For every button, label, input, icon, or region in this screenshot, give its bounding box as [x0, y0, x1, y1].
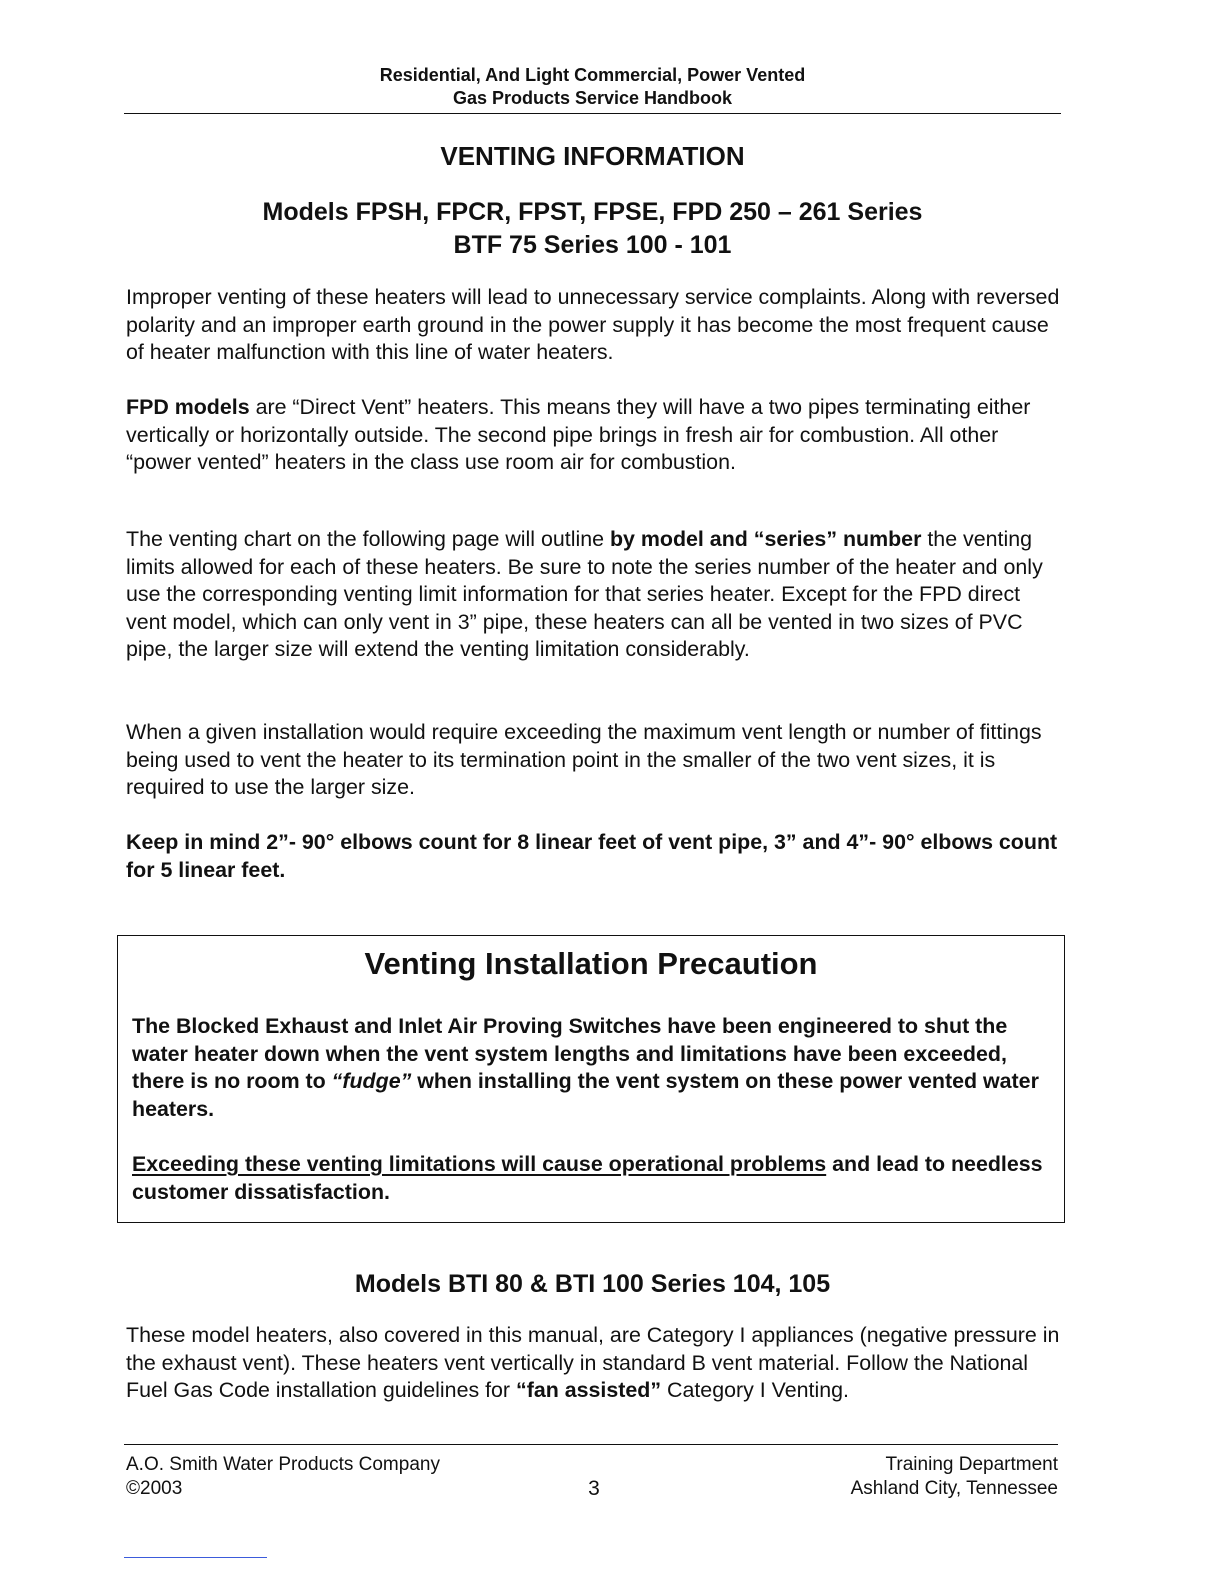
precaution-text-3: and lead to needless customer dissatisfaction.	[132, 1152, 1043, 1204]
footer-location: Ashland City, Tennessee	[850, 1478, 1058, 1499]
footer-right	[851, 1453, 1058, 1501]
footer-divider	[124, 1444, 1058, 1445]
precaution-box	[117, 935, 1065, 1223]
models-heading-line-1: Models FPSH, FPCR, FPST, FPSE, FPD 250 – 261 Series	[262, 198, 923, 226]
footer-left	[126, 1453, 440, 1501]
venting-chart-emphasis: by model and “series” number	[609, 527, 922, 551]
precaution-text-2: when installing the vent system on these power vented water heaters.	[132, 1069, 1039, 1121]
precaution-title: Venting Installation Precaution	[364, 946, 818, 981]
header-line-1: Residential, And Light Commercial, Power Vented	[379, 65, 806, 85]
footer-department: Training Department	[885, 1454, 1058, 1475]
paragraph-improper-venting: Improper venting of these heaters will lead to unnecessary service complaints. Along with reversed polarity and an improper earth ground in the power supply it has become the most frequent cause of heater malfunction with this line of water heaters.	[126, 285, 1060, 365]
models-heading-line-2: BTF 75 Series 100 - 101	[453, 231, 732, 259]
precaution-paragraph-2	[132, 1151, 1052, 1206]
fpd-models-lead: FPD models	[126, 395, 250, 419]
header-line-2: Gas Products Service Handbook	[452, 88, 733, 108]
paragraph-larger-size: When a given installation would require exceeding the maximum vent length or number of fittings being used to vent the heater to its termination point in the smaller of the two vent sizes, it is required to use the larger size.	[126, 720, 1042, 800]
paragraph-venting-chart	[126, 526, 1066, 664]
bti-fan-assisted: “fan assisted”	[516, 1378, 662, 1403]
venting-chart-text-2: the venting limits allowed for each of these heaters. Be sure to note the series number of the heater and only use the corresponding venting limit information for that series heater. Except for the FPD direct vent model, which can only vent in 3” pipe, these heaters can all be vented in two sizes of PVC pipe, the larger size will extend the venting limitation considerably.	[126, 527, 1043, 662]
bti-models-heading: Models BTI 80 & BTI 100 Series 104, 105	[354, 1270, 831, 1298]
paragraph-fpd-models	[126, 394, 1066, 477]
footer-copyright: ©2003	[126, 1478, 183, 1499]
link-underline-decoration	[124, 1557, 267, 1558]
footer-company: A.O. Smith Water Products Company	[126, 1454, 440, 1475]
page-title: VENTING INFORMATION	[440, 141, 745, 171]
precaution-fudge: “fudge”	[331, 1069, 412, 1094]
venting-chart-text-1: The venting chart on the following page will outline	[126, 527, 610, 551]
paragraph-bti-models	[126, 1322, 1066, 1405]
models-heading	[124, 196, 1061, 262]
precaution-paragraph-1	[132, 1013, 1052, 1123]
paragraph-elbow-rule: Keep in mind 2”- 90° elbows count for 8 linear feet of vent pipe, 3” and 4”- 90° elbows count for 5 linear feet.	[126, 830, 1058, 882]
precaution-underlined: Exceeding these venting limitations will cause operational problems	[132, 1152, 827, 1176]
header-divider	[124, 113, 1061, 114]
bti-text-1: These model heaters, also covered in this manual, are Category I appliances (negative pressure in the exhaust vent). These heaters vent vertically in standard B vent material. Follow the National Fuel Gas Code installation guidelines for	[126, 1323, 1060, 1403]
fpd-models-text: are “Direct Vent” heaters. This means they will have a two pipes terminating either vertically or horizontally outside. The second pipe brings in fresh air for combustion. All other “power vented” heaters in the class use room air for combustion.	[126, 395, 1031, 475]
running-header	[124, 64, 1061, 110]
bti-text-2: Category I Venting.	[661, 1378, 849, 1403]
page-number: 3	[588, 1477, 600, 1500]
precaution-text-1: The Blocked Exhaust and Inlet Air Proving Switches have been engineered to shut the water heater down when the vent system lengths and limitations have been exceeded, there is no room to	[132, 1014, 1008, 1094]
